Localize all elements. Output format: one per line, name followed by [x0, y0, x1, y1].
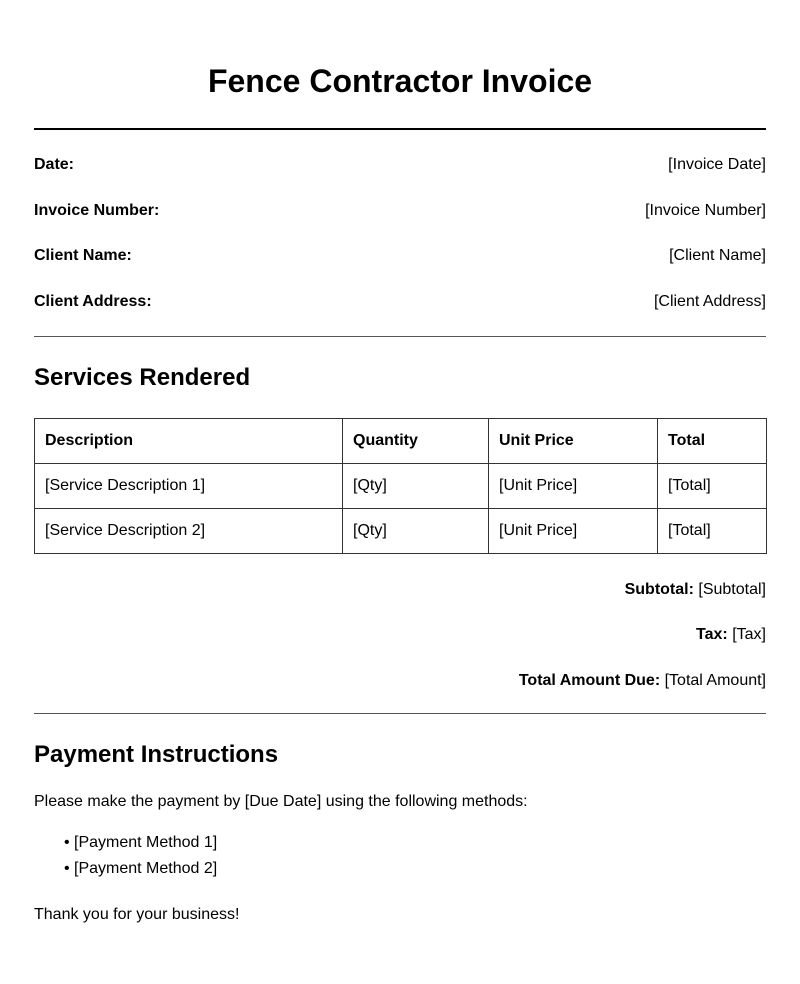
column-header-total: Total [658, 418, 767, 463]
column-header-unit-price: Unit Price [489, 418, 658, 463]
table-row [35, 508, 767, 553]
info-value: [Client Name] [669, 247, 766, 264]
info-row-client-name [34, 244, 766, 268]
total-label: Total Amount Due: [518, 671, 661, 689]
cell-unit-price: [Unit Price] [489, 508, 658, 553]
column-header-description: Description [35, 418, 343, 463]
table-row [35, 463, 767, 508]
list-item: • [Payment Method 2] [64, 857, 766, 883]
info-label: Client Name: [34, 247, 132, 264]
cell-total: [Total] [658, 508, 767, 553]
total-label: Subtotal: [624, 580, 694, 598]
info-value: [Invoice Date] [668, 156, 766, 173]
cell-quantity: [Qty] [343, 463, 489, 508]
info-row-date [34, 153, 766, 177]
total-value: [Tax] [732, 626, 766, 643]
invoice-info [34, 130, 766, 336]
cell-unit-price: [Unit Price] [489, 463, 658, 508]
total-value: [Subtotal] [698, 580, 766, 598]
table-header-row [35, 418, 767, 463]
services-table [34, 418, 767, 554]
tax-line [34, 623, 766, 647]
info-value: [Invoice Number] [645, 201, 766, 219]
payment-methods-list [34, 814, 766, 883]
totals-block [34, 554, 766, 713]
thank-you-note: Thank you for your business! [34, 905, 240, 923]
column-header-quantity: Quantity [343, 418, 489, 463]
list-item: • [Payment Method 1] [64, 831, 766, 857]
total-value: [Total Amount] [664, 671, 766, 689]
info-value: [Client Address] [653, 292, 766, 310]
cell-description: [Service Description 2] [35, 508, 343, 553]
info-label: Date: [34, 156, 75, 173]
total-label: Tax: [696, 626, 728, 643]
info-row-invoice-number [34, 199, 766, 223]
info-label: Client Address: [34, 292, 152, 310]
cell-description: [Service Description 1] [35, 463, 343, 508]
info-label: Invoice Number: [34, 201, 160, 219]
info-row-client-address [34, 290, 766, 314]
payment-title: Payment Instructions [34, 740, 279, 768]
services-title: Services Rendered [34, 363, 251, 391]
total-amount-due-line [34, 669, 766, 693]
subtotal-line [34, 578, 766, 602]
cell-quantity: [Qty] [343, 508, 489, 553]
payment-instructions-text: Please make the payment by [Due Date] using the following methods: [34, 792, 528, 810]
invoice-title: Fence Contractor Invoice [207, 63, 593, 99]
cell-total: [Total] [658, 463, 767, 508]
